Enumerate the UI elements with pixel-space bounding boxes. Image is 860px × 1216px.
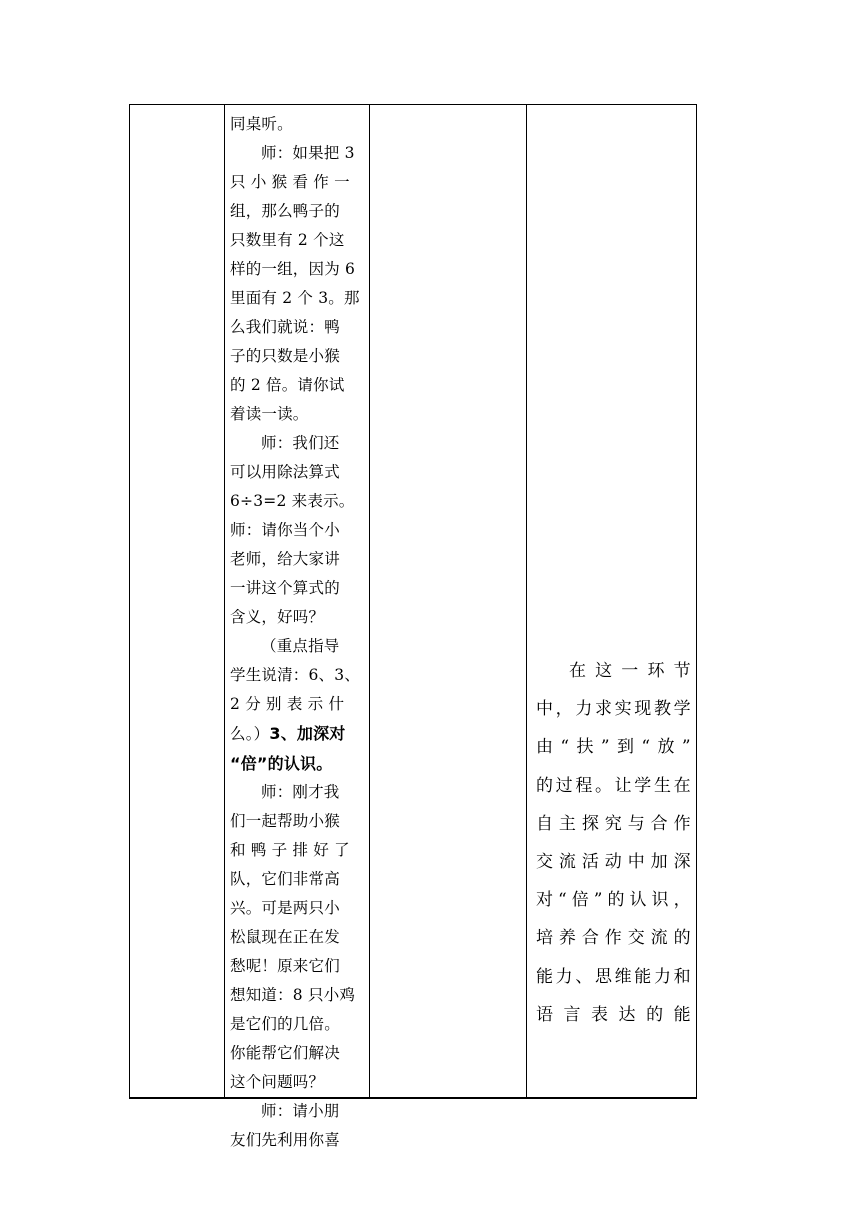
procedure-line: 学生说清：6、3、 (230, 666, 361, 684)
procedure-line: 师：请小朋 (261, 1102, 340, 1120)
procedure-line: 这个问题吗？ (230, 1073, 325, 1091)
procedure-line: 老师，给大家讲 (230, 550, 340, 568)
procedure-line: 组，那么鸭子的 (230, 202, 340, 220)
procedure-line: 子的只数是小猴 (230, 347, 340, 365)
design-intent-line: 的过程。让学生在 (536, 775, 691, 796)
procedure-line: 松鼠现在正在发 (230, 928, 340, 946)
design-intent-line: 对“倍”的认识， (536, 890, 691, 911)
procedure-line: 是它们的几倍。 (230, 1015, 340, 1033)
procedure-line: 师：如果把 3 (261, 144, 355, 162)
procedure-line: 6÷3=2 来表示。 (230, 492, 355, 510)
procedure-mixed-line (230, 719, 366, 749)
procedure-line: 只 小 猴 看 作 一 (230, 173, 350, 191)
design-intent-line: 能力、思维能力和 (536, 966, 691, 987)
design-intent-cell (528, 104, 697, 1098)
procedure-line: 里面有 2 个 3。那 (230, 289, 360, 307)
procedure-line: 着读一读。 (230, 405, 309, 423)
procedure-line: 样的一组，因为 6 (230, 260, 356, 278)
procedure-line: 么我们就说：鸭 (230, 318, 340, 336)
procedure-line-text: 么。） (230, 725, 270, 743)
design-intent-line: 交流活动中加深 (536, 852, 691, 873)
procedure-line: 2 分 别 表 示 什 (230, 695, 345, 713)
procedure-line: 友们先利用你喜 (230, 1131, 340, 1149)
procedure-line: 师：请你当个小 (230, 521, 340, 539)
design-intent-line: 中，力求实现教学 (536, 699, 691, 720)
design-intent-line: 培养合作交流的 (536, 928, 691, 949)
procedure-line: 含义，好吗？ (230, 608, 325, 626)
design-intent-line: 自主探究与合作 (536, 813, 691, 834)
procedure-line: 队，它们非常高 (230, 870, 340, 888)
procedure-line: （重点指导 (261, 637, 340, 655)
procedure-line: 愁呢！原来它们 (230, 957, 340, 975)
procedure-line: 师：刚才我 (261, 783, 340, 801)
procedure-line: 想知道：8 只小鸡 (230, 986, 356, 1004)
procedure-line: 你能帮它们解决 (230, 1044, 340, 1062)
procedure-line: 兴。可是两只小 (230, 899, 340, 917)
procedure-line: 只数里有 2 个这 (230, 231, 345, 249)
procedure-line: 们一起帮助小猴 (230, 812, 340, 830)
procedure-line: 师：我们还 (261, 434, 340, 452)
procedure-line: 的 2 倍。请你试 (230, 376, 345, 394)
table-left-border (129, 104, 130, 1098)
design-intent-line: 由“扶”到“放” (536, 737, 691, 758)
section-heading: 3、加深对 (269, 724, 346, 743)
column-divider-3 (526, 104, 527, 1098)
procedure-line: 和 鸭 子 排 好 了 (230, 841, 350, 859)
section-heading-continued: “倍”的认识。 (230, 754, 333, 773)
teaching-procedure-cell (225, 104, 370, 1149)
lesson-plan-table (129, 104, 697, 1149)
design-intent-line: 在这一环节 (569, 661, 691, 681)
design-intent-line: 语言表达的能 (536, 1004, 691, 1025)
procedure-line: 可以用除法算式 (230, 463, 340, 481)
procedure-line: 一讲这个算式的 (230, 579, 340, 597)
procedure-line: 同桌听。 (230, 115, 293, 133)
